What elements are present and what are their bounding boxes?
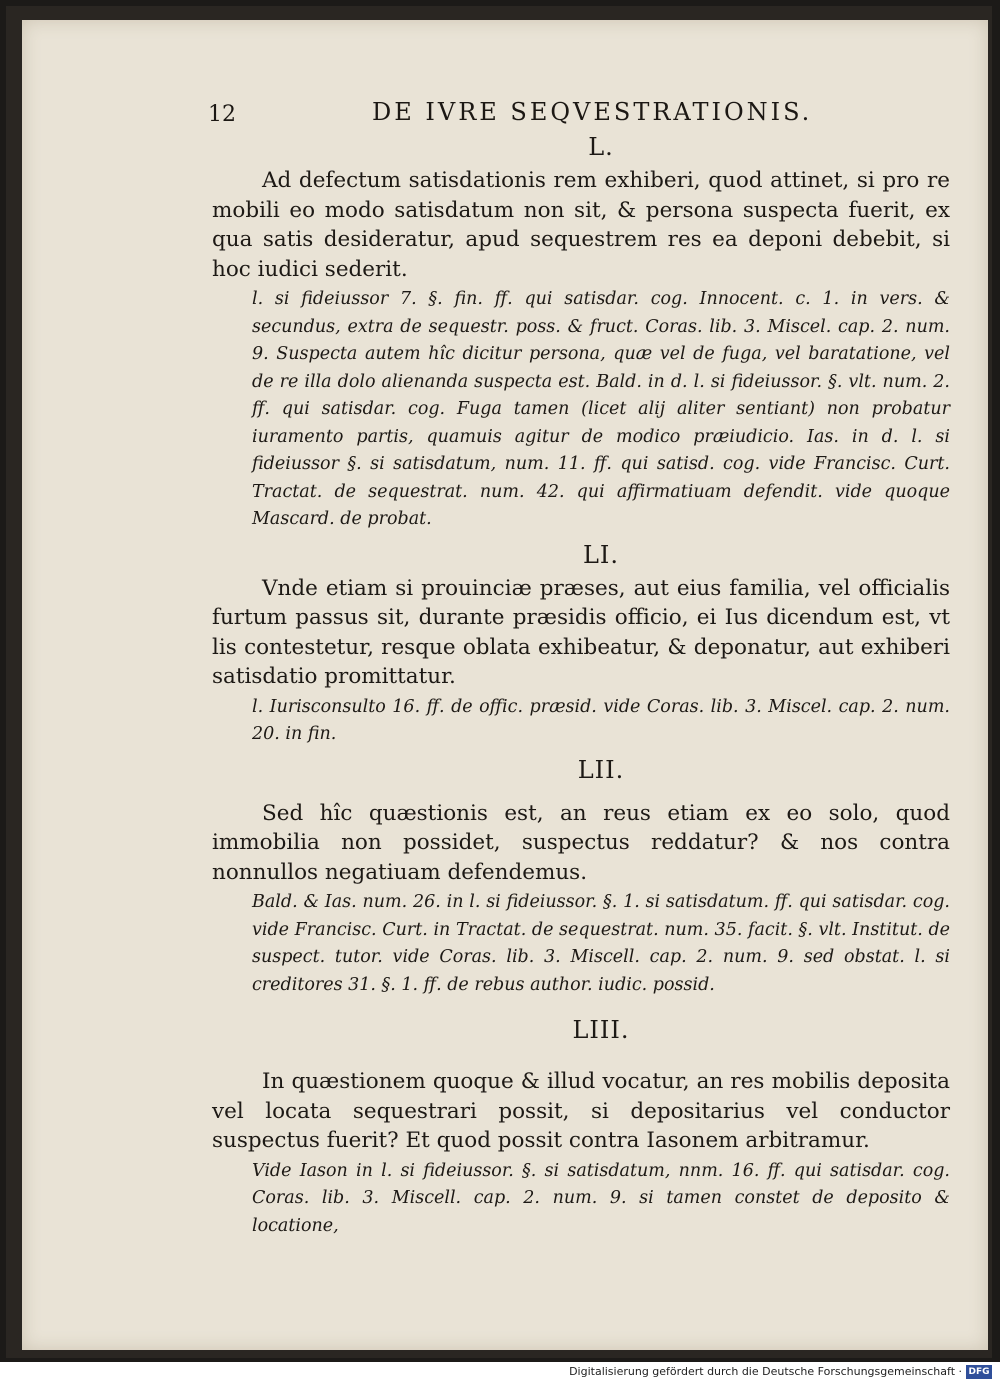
section-note: l. si fideiussor 7. §. fin. ff. qui satisdar. cog. Innocent. c. 1. in vers. & secundus, extra de sequestr. poss. & fruct. Coras. lib. 3. Miscel. cap. 2. num. 9. Suspecta autem hîc dicitur persona, quæ vel de fuga, vel baratatione, vel de re illa dolo alienanda suspecta est. Bald. in d. l. si fideiussor. §. vlt. num. 2. ff. qui satisdar. cog. Fuga tamen (licet alij aliter sentiant) non probatur iuramento partis, quamuis agitur de modico præiudicio. Ias. in d. l. si fideiussor §. si satisdatum, num. 11. ff. qui satisd. cog. vide Francisc. Curt. Tractat. de sequestrat. num. 42. qui affirmatiuam defendit. vide quoque Mascard. de probat. (252, 289, 950, 529)
page-content (212, 132, 950, 1246)
funding-credit: Digitalisierung gefördert durch die Deutsche Forschungsgemeinschaft · (569, 1365, 962, 1378)
section-note: Bald. & Ias. num. 26. in l. si fideiussor. §. 1. si satisdatum. ff. qui satisdar. cog. vide Francisc. Curt. in Tractat. de sequestrat. num. 35. facit. §. vlt. Institut. de suspect. tutor. vide Coras. lib. 3. Miscell. cap. 2. num. 9. sed obstat. l. si creditores 31. §. 1. ff. de rebus author. iudic. possid. (252, 892, 950, 995)
page-number: 12 (208, 102, 236, 127)
running-title: DE IVRE SEQVESTRATIONIS. (372, 98, 813, 126)
section-number: L. (588, 133, 614, 161)
section-l (212, 132, 950, 534)
section-number: LI. (582, 540, 620, 569)
section-note: Vide Iason in l. si fideiussor. §. si satisdatum, nnm. 16. ff. qui satisdar. cog. Coras. lib. 3. Miscell. cap. 2. num. 9. si tamen constet de deposito & locatione, (252, 1160, 950, 1236)
section-li (212, 540, 950, 749)
dfg-logo: DFG (966, 1365, 992, 1379)
section-body: Vnde etiam si prouinciæ præses, aut eius familia, vel officialis furtum passus sit, durante præsidis officio, ei Ius dicendum est, vt lis contestetur, resque oblata exhibeatur, & deponatur, aut exhiberi satisdatio promittatur. (212, 575, 950, 689)
section-body: Sed hîc quæstionis est, an reus etiam ex eo solo, quod immobilia non possidet, suspectus reddatur? & nos contra nonnullos negatiuam defendemus. (212, 800, 950, 885)
book-page (22, 20, 988, 1350)
section-number: LII. (577, 755, 625, 784)
section-number: LIII. (572, 1016, 630, 1044)
section-lii (212, 755, 950, 1000)
section-liii (212, 1005, 950, 1240)
section-body: Ad defectum satisdationis rem exhiberi, quod attinet, si pro re mobili eo modo satisdatum non sit, & persona suspecta fuerit, ex qua satis desideratur, apud sequestrem res ea deponi debebit, si hoc iudici sederit. (212, 168, 950, 282)
section-body: In quæstionem quoque & illud vocatur, an res mobilis deposita vel locata sequestrari possit, si depositarius vel conductor suspectus fuerit? Et quod possit contra Iasonem arbitramur. (212, 1069, 950, 1153)
section-note: l. Iurisconsulto 16. ff. de offic. præsid. vide Coras. lib. 3. Miscel. cap. 2. num. 20. in fin. (252, 696, 950, 744)
digitization-footer (0, 1362, 1000, 1382)
